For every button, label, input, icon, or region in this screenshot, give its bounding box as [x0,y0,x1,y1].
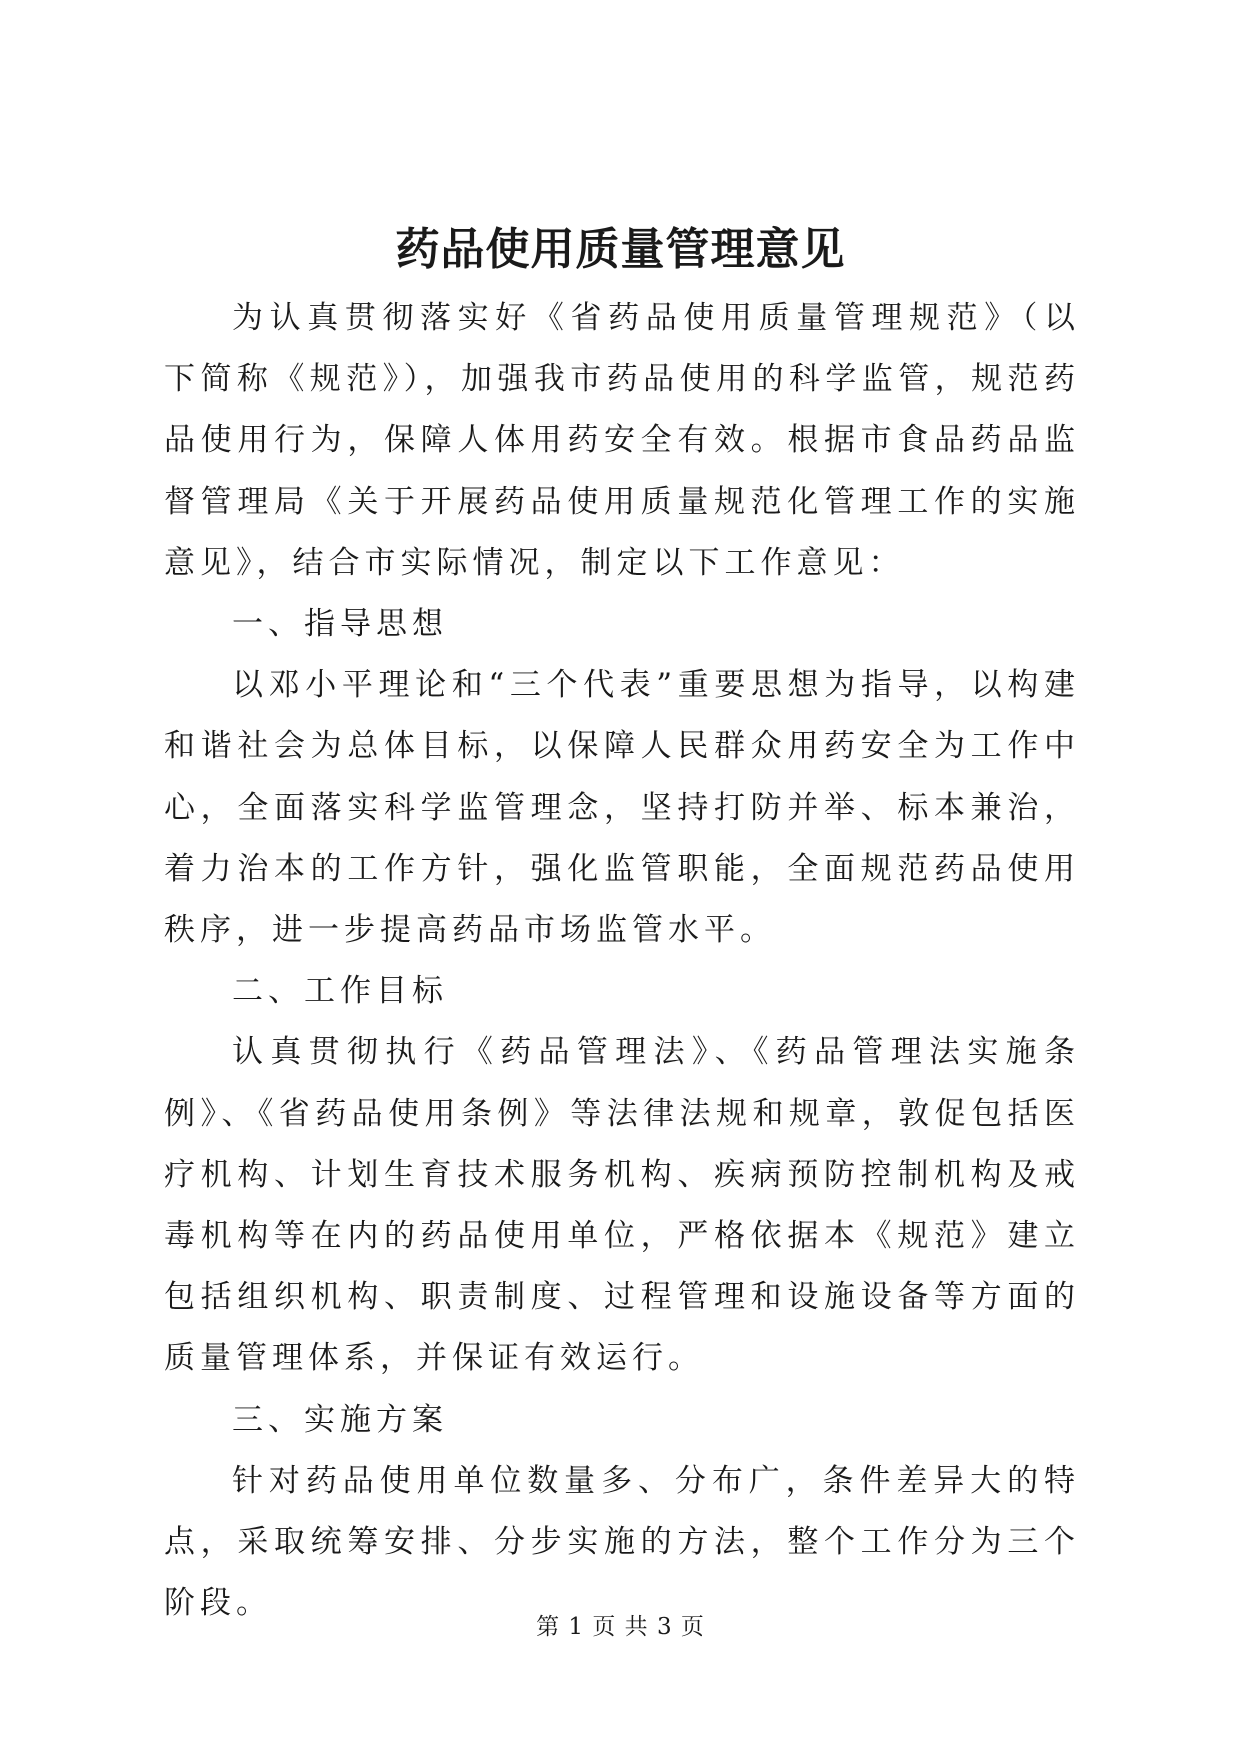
document-body [164,288,1080,1634]
work-goals-paragraph: 认真贯彻执行《药品管理法》、《药品管理法实施条例》、《省药品使用条例》等法律法规和规章，敦促包括医疗机构、计划生育技术服务机构、疾病预防控制机构及戒毒机构等在内的药品使用单位，严格依据本《规范》建立包括组织机构、职责制度、过程管理和设施设备等方面的质量管理体系，并保证有效运行。 [164,1034,1080,1377]
section-heading-implementation-plan: 三、实施方案 [232,1401,448,1438]
guiding-ideology-paragraph: 以邓小平理论和“三个代表”重要思想为指导，以构建和谐社会为总体目标，以保障人民群众用药安全为工作中心，全面落实科学监管理念，坚持打防并举、标本兼治，着力治本的工作方针，强化监管职能，全面规范药品使用秩序，进一步提高药品市场监管水平。 [164,667,1080,949]
document-title: 药品使用质量管理意见 [395,224,846,275]
section-heading-guiding-ideology: 一、指导思想 [232,606,448,643]
implementation-plan-paragraph: 针对药品使用单位数量多、分布广，条件差异大的特点，采取统筹安排、分步实施的方法，整个工作分为三个阶段。 [164,1462,1080,1622]
section-heading-work-goals: 二、工作目标 [232,973,448,1010]
page-number-footer: 第 1 页 共 3 页 [536,1614,705,1640]
intro-paragraph: 为认真贯彻落实好《省药品使用质量管理规范》（以下简称《规范》），加强我市药品使用的科学监管，规范药品使用行为，保障人体用药安全有效。根据市食品药品监督管理局《关于开展药品使用质量规范化管理工作的实施意见》，结合市实际情况，制定以下工作意见： [164,300,1080,581]
